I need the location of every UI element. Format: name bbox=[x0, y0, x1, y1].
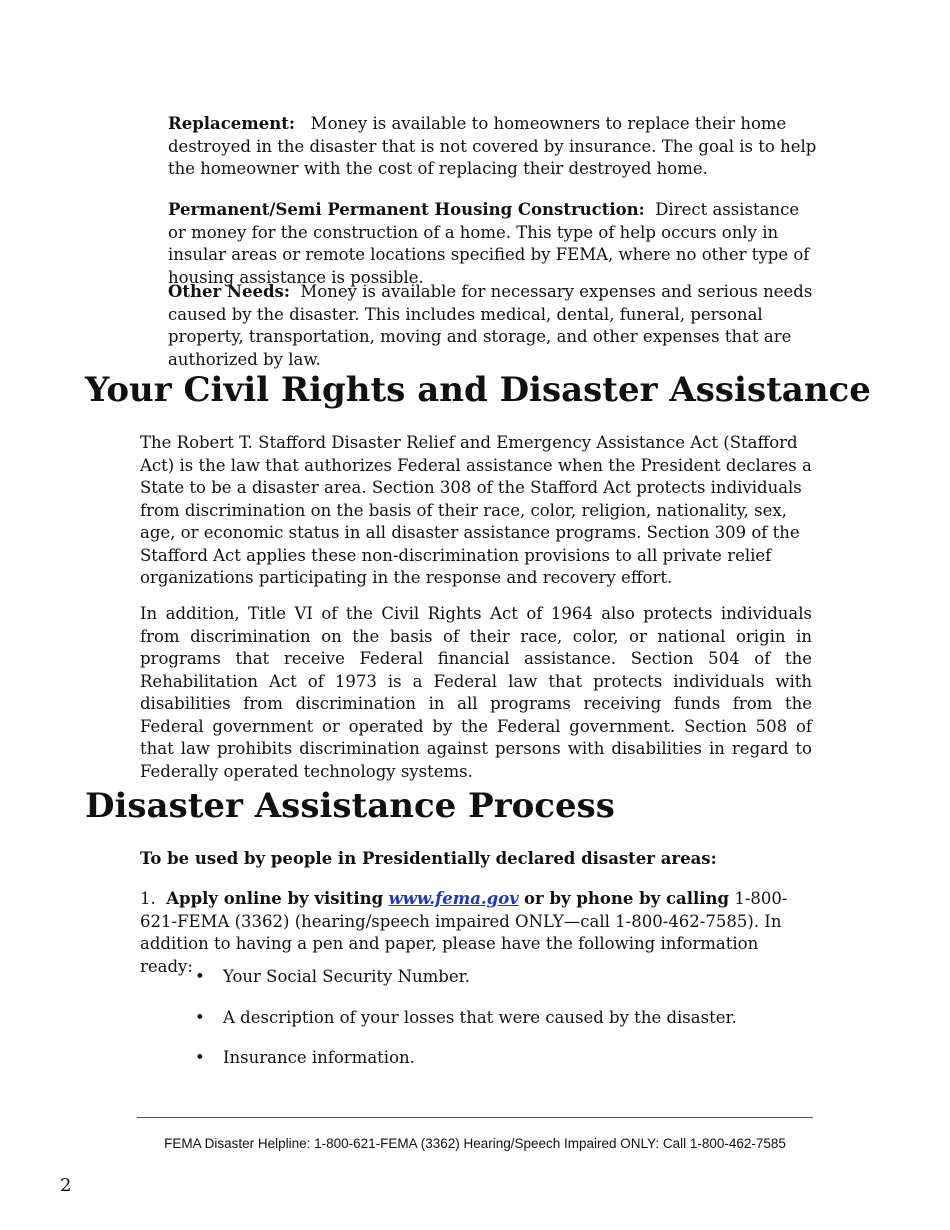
list-item-text: A description of your losses that were caused by the disaster. bbox=[223, 1007, 737, 1027]
item-label: Other Needs: bbox=[168, 282, 290, 301]
item-label: Permanent/Semi Permanent Housing Construction: bbox=[168, 200, 645, 219]
process-step-1 bbox=[140, 888, 812, 978]
process-subheading: To be used by people in Presidentially declared disaster areas: bbox=[140, 849, 717, 868]
item-text: Direct assistance or money for the construction of a home. This type of help occurs only in insular areas or remote locations specified by FEMA, where no other type of housing assistance is possible. bbox=[168, 200, 810, 287]
civil-rights-paragraph-2: In addition, Title VI of the Civil Rights Act of 1964 also protects individuals from discrimination on the basis of their race, color, or national origin in programs that receive Federal financial assistance. Section 504 of the Rehabilitation Act of 1973 is a Federal law that protects individuals with disabilities from discrimination in all programs receiving funds from the Federal government or operated by the Federal government. Section 508 of that law prohibits discrimination against persons with disabilities in regard to Federally operated technology systems. bbox=[140, 604, 812, 781]
bullet-icon: • bbox=[195, 1007, 205, 1027]
list-item bbox=[195, 1047, 795, 1070]
civil-rights-heading: Your Civil Rights and Disaster Assistance bbox=[85, 370, 871, 410]
list-item-text: Your Social Security Number. bbox=[223, 967, 470, 986]
info-checklist bbox=[195, 966, 795, 1088]
item-replacement bbox=[168, 113, 818, 181]
footer-divider bbox=[137, 1117, 813, 1118]
bullet-icon: • bbox=[195, 967, 205, 986]
item-text: Money is available to homeowners to replace their home destroyed in the disaster that is not covered by insurance. The goal is to help the homeowner with the cost of replacing their destroyed home. bbox=[168, 114, 817, 178]
civil-rights-paragraph-1: The Robert T. Stafford Disaster Relief and Emergency Assistance Act (Stafford Act) is the law that authorizes Federal assistance when the President declares a State to be a disaster area. Section 308 of the Stafford Act protects individuals from discrimination on the basis of their race, color, religion, nationality, sex, age, or economic status in all disaster assistance programs. Section 309 of the Stafford Act applies these non-discrimination provisions to all private relief organizations participating in the response and recovery effort. bbox=[140, 433, 812, 587]
step-lead: Apply online by visiting bbox=[166, 889, 384, 908]
list-item-text: Insurance information. bbox=[223, 1048, 415, 1067]
fema-website-link[interactable]: www.fema.gov bbox=[388, 889, 519, 908]
step-mid: or by phone by calling bbox=[524, 889, 730, 908]
step-text: 1-800-621-FEMA (3362) (hearing/speech impaired ONLY—call 1-800-462-7585). In addition to having a pen and paper, please have the following information ready: bbox=[140, 889, 788, 976]
item-other-needs bbox=[168, 281, 818, 371]
process-heading: Disaster Assistance Process bbox=[85, 786, 615, 826]
page-number: 2 bbox=[60, 1175, 72, 1196]
bullet-icon: • bbox=[195, 1048, 205, 1067]
step-number: 1. bbox=[140, 889, 156, 908]
list-item bbox=[195, 966, 795, 989]
item-permanent-housing bbox=[168, 199, 818, 289]
footer-helpline: FEMA Disaster Helpline: 1-800-621-FEMA (3362) Hearing/Speech Impaired ONLY: Call 1-800-462-7585 bbox=[164, 1136, 786, 1151]
item-label: Replacement: bbox=[168, 114, 295, 133]
item-text: Money is available for necessary expenses and serious needs caused by the disaster. This includes medical, dental, funeral, personal property, transportation, moving and storage, and other expenses that are authorized by law. bbox=[168, 282, 813, 369]
list-item bbox=[195, 1007, 795, 1030]
